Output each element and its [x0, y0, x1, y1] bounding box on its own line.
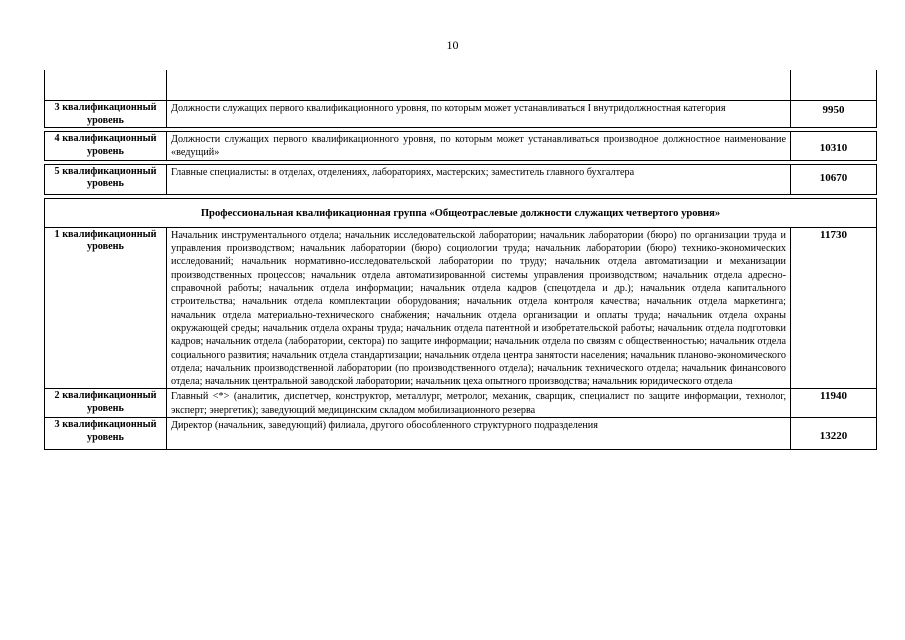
description-cell: Должности служащих первого квалификационного уровня, по которым может устанавливаться производное должностное наименование «ведущий»: [167, 132, 791, 161]
level-cell: 3 квалификационный уровень: [45, 101, 167, 128]
salary-cell: 9950: [791, 101, 877, 128]
qualification-table: [44, 70, 877, 450]
description-cell: Главные специалисты: в отделах, отделениях, лабораториях, мастерских; заместитель главного бухгалтера: [167, 164, 791, 194]
salary-cell: 10310: [791, 132, 877, 161]
level-cell: 3 квалификационный уровень: [45, 418, 167, 450]
table-row: [45, 389, 877, 418]
description-cell: Директор (начальник, заведующий) филиала, другого обособленного структурного подразделения: [167, 418, 791, 450]
salary-cell: 11730: [791, 227, 877, 389]
table-row: [45, 418, 877, 450]
level-cell: 5 квалификационный уровень: [45, 164, 167, 194]
group-header-row: [45, 198, 877, 227]
page-number: 10: [446, 38, 459, 52]
description-cell: Начальник инструментального отдела; начальник исследовательской лаборатории; начальник лаборатории (бюро) по организации труда и управления производством; начальник лаборатории (бюро) социологии труда; начальник лаборатории (бюро) технико-экономических исследований; начальник нормативно-исследовательской лаборатории по труду; начальник отдела автоматизации и механизации производственных процессов; начальник отдела автоматизированной системы управления производством; начальник отдела адресно-справочной работы; начальник отдела информации; начальник отдела кадров (спецотдела и др.); начальник отдела капитального строительства; начальник отдела комплектации оборудования; начальник отдела контроля качества; начальник отдела маркетинга; начальник отдела материально-технического снабжения; начальник отдела организации и оплаты труда; начальник отдела охраны окружающей среды; начальник отдела охраны труда; начальник отдела патентной и изобретательской работы; начальник отдела подготовки кадров; начальник отдела (лаборатории, сектора) по защите информации; начальник отдела по связям с общественностью; начальник отдела социального развития; начальник отдела стандартизации; начальник отдела центра занятости населения; начальник планово-экономического отдела; начальник производственной лаборатории (по производственного отдела); начальник технического отдела; начальник финансового отдела; начальник центральной заводской лаборатории; начальник цеха опытного производства; начальник юридического отдела: [167, 227, 791, 389]
description-cell: Главный <*> (аналитик, диспетчер, конструктор, металлург, метролог, механик, сварщик, специалист по защите информации, технолог, эксперт; энергетик); заведующий медицинским складом мобилизационного резерва: [167, 389, 791, 418]
level-cell: 1 квалификационный уровень: [45, 227, 167, 389]
table-row: [45, 101, 877, 128]
table-row: [45, 227, 877, 389]
group-header: Профессиональная квалификационная группа «Общеотраслевые должности служащих четвертого уровня»: [45, 198, 877, 227]
level-cell: 4 квалификационный уровень: [45, 132, 167, 161]
table-row-continued: [45, 70, 877, 101]
salary-cell: 11940: [791, 389, 877, 418]
level-cell: 2 квалификационный уровень: [45, 389, 167, 418]
salary-cell: 13220: [791, 418, 877, 450]
description-cell: Должности служащих первого квалификационного уровня, по которым может устанавливаться I внутридолжностная категория: [167, 101, 791, 128]
table-row: [45, 164, 877, 194]
salary-cell: 10670: [791, 164, 877, 194]
table-row: [45, 132, 877, 161]
